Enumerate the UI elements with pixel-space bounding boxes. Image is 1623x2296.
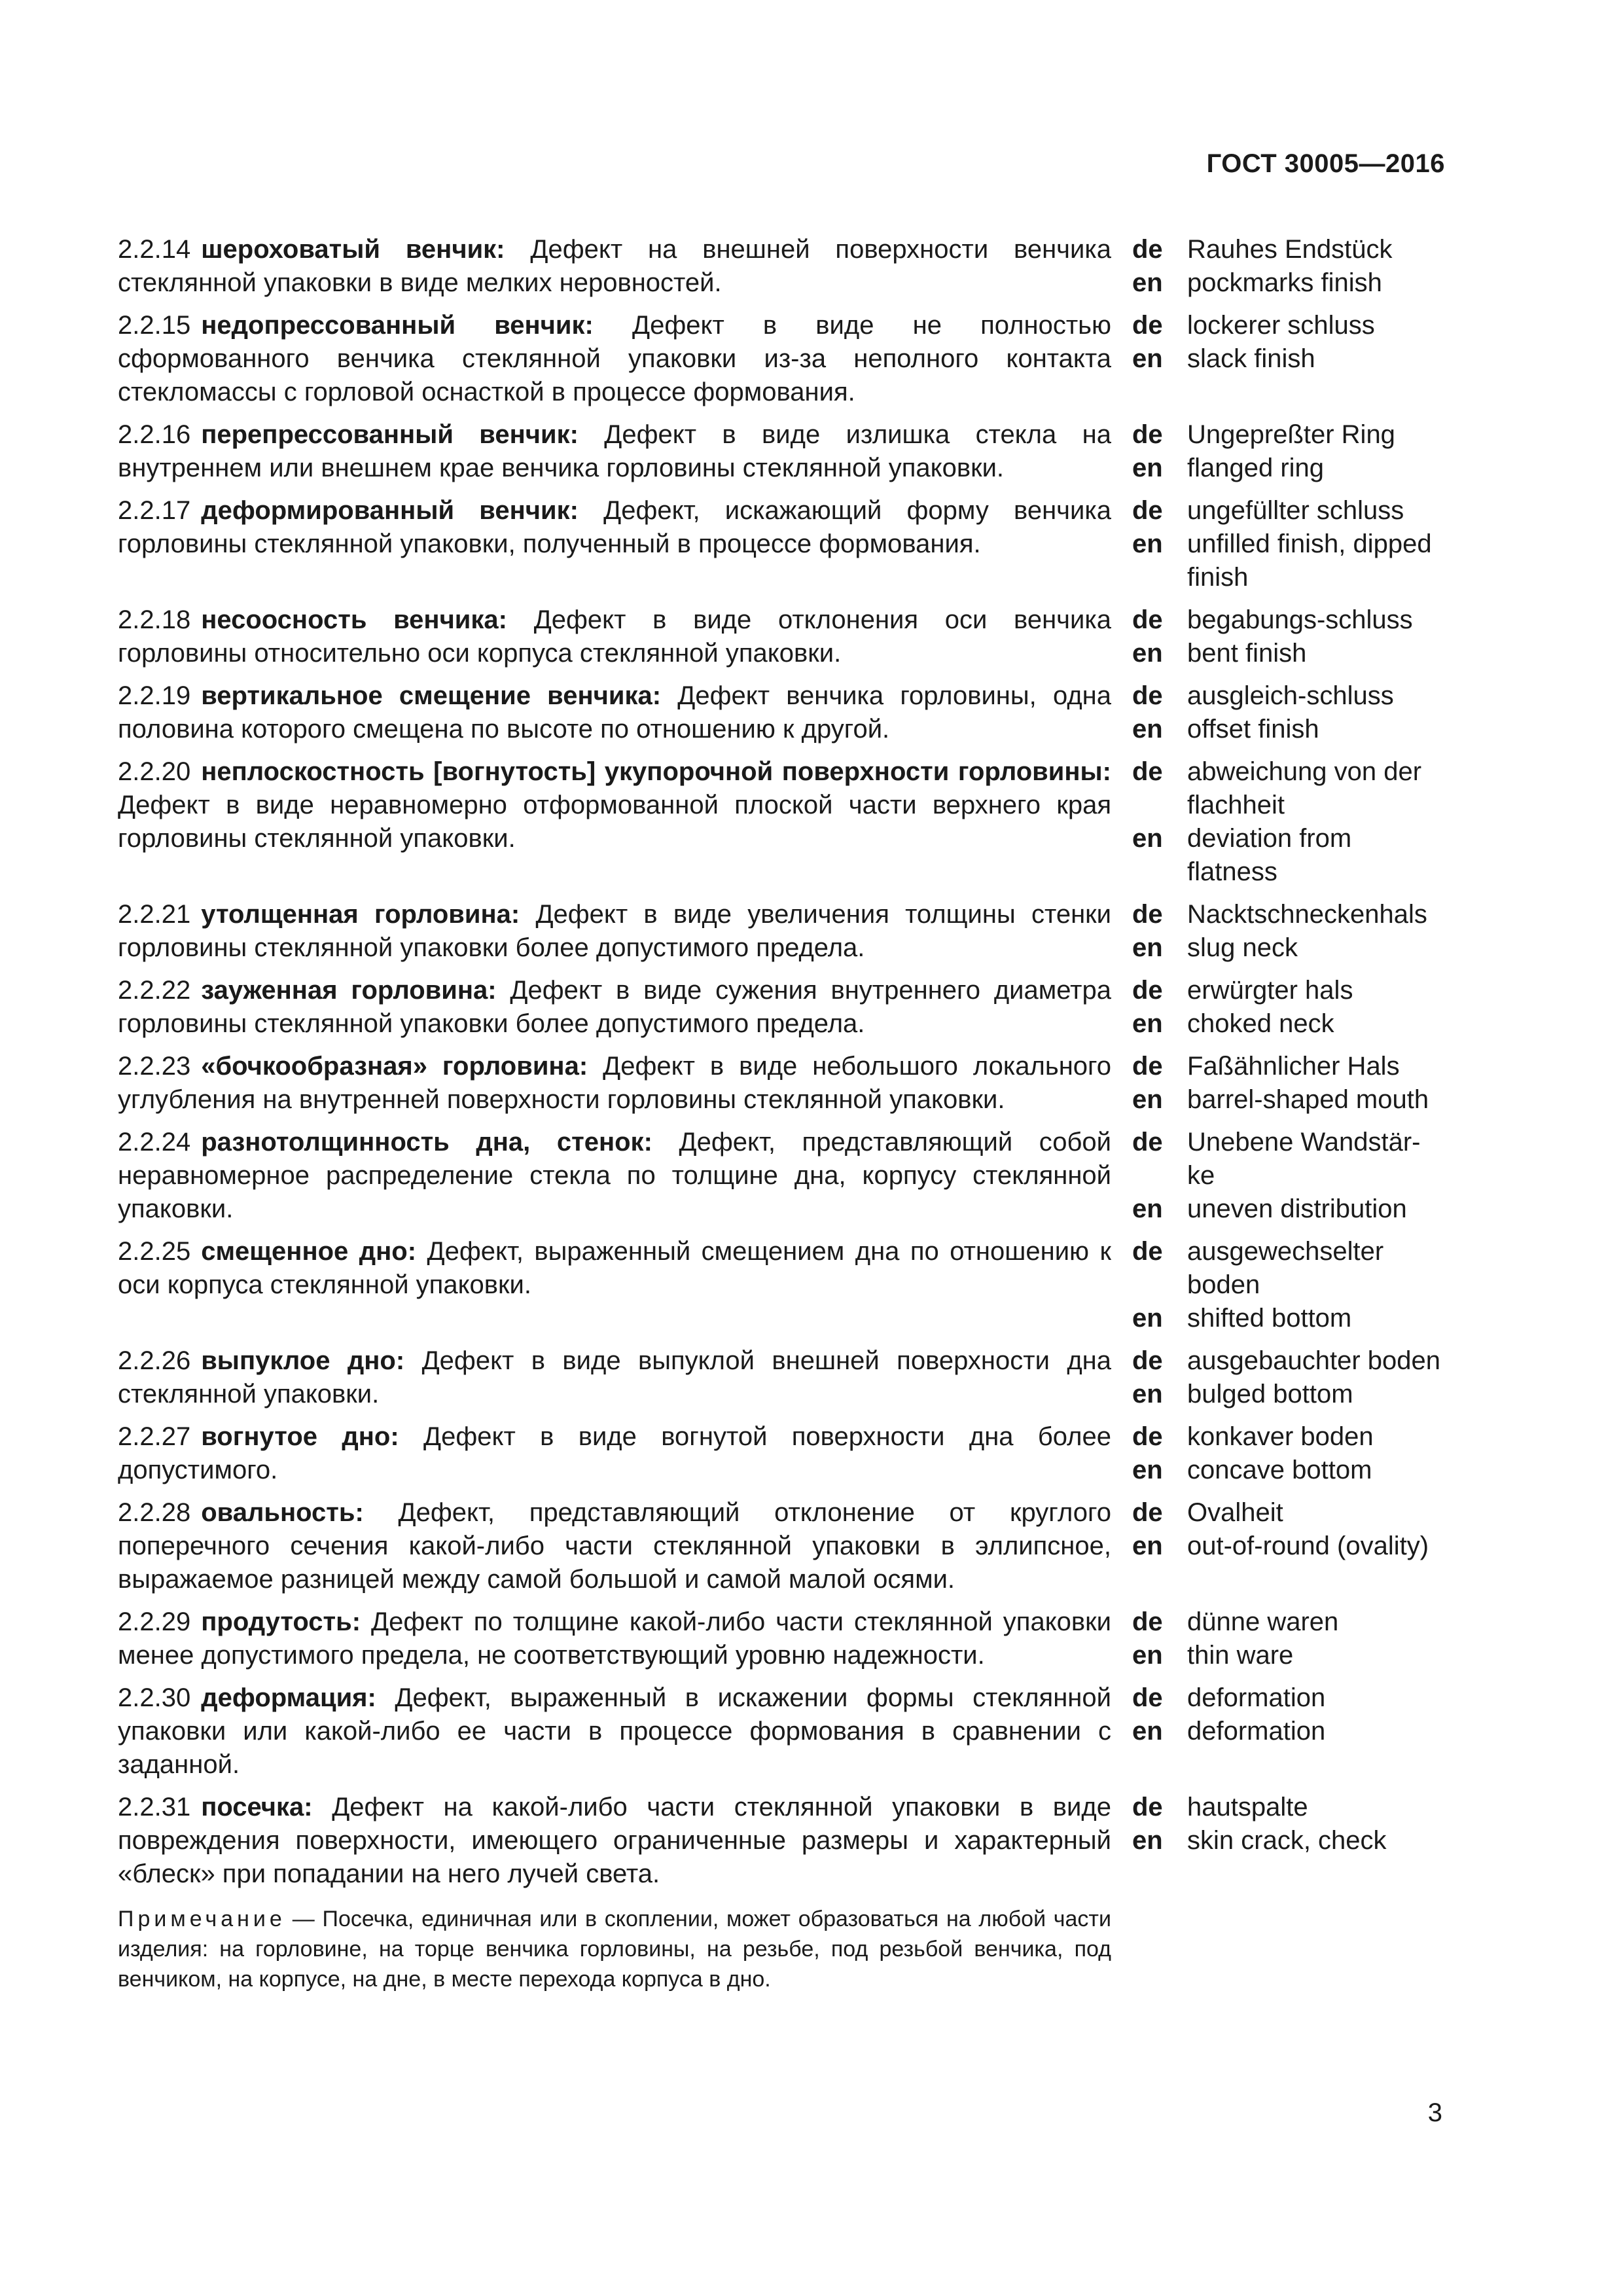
english-language-code: en xyxy=(1132,1085,1163,1114)
german-language-code: de xyxy=(1132,1128,1163,1157)
term-name: несоосность венчика: xyxy=(201,605,507,634)
german-language-code: de xyxy=(1132,235,1163,264)
term-name: смещенное дно: xyxy=(201,1237,417,1266)
german-equivalent: Rauhes Endstück xyxy=(1187,235,1393,264)
term-definition-block xyxy=(118,1235,1111,1302)
english-equivalent: uneven distribution xyxy=(1187,1194,1407,1223)
term-number: 2.2.24 xyxy=(118,1128,191,1157)
english-equivalent-row xyxy=(1132,1302,1445,1335)
german-equivalent-row xyxy=(1132,309,1445,342)
english-equivalent-row xyxy=(1132,637,1445,670)
english-equivalent-row xyxy=(1132,528,1445,594)
german-equivalent-row xyxy=(1132,974,1445,1007)
english-language-code: en xyxy=(1132,1826,1163,1855)
german-equivalent-row xyxy=(1132,1235,1445,1302)
german-equivalent-row xyxy=(1132,1126,1445,1193)
english-equivalent: skin crack, check xyxy=(1187,1826,1387,1855)
german-language-code: de xyxy=(1132,1498,1163,1527)
term-definition-block xyxy=(118,1681,1111,1782)
term-entry-2.2.24 xyxy=(118,1126,1445,1226)
german-language-code: de xyxy=(1132,496,1163,525)
english-equivalent: unfilled finish, dipped finish xyxy=(1187,529,1432,592)
english-language-code: en xyxy=(1132,824,1163,853)
foreign-equivalents xyxy=(1132,1126,1445,1226)
english-language-code: en xyxy=(1132,1194,1163,1223)
term-definition-block xyxy=(118,603,1111,670)
german-equivalent: abweichung von der flachheit xyxy=(1187,757,1422,819)
german-equivalent: Unebene Wandstär-ke xyxy=(1187,1128,1421,1190)
term-number: 2.2.27 xyxy=(118,1422,191,1451)
german-equivalent: Ovalheit xyxy=(1187,1498,1283,1527)
german-equivalent-row xyxy=(1132,898,1445,931)
term-entry-2.2.26 xyxy=(118,1344,1445,1411)
term-entry-2.2.25 xyxy=(118,1235,1445,1335)
english-equivalent-row xyxy=(1132,1378,1445,1411)
term-definition-block xyxy=(118,1126,1111,1226)
term-name: перепрессованный венчик: xyxy=(201,420,579,449)
document-id-header: ГОСТ 30005—2016 xyxy=(1206,149,1445,178)
page-number: 3 xyxy=(1427,2098,1442,2127)
term-entry-2.2.14 xyxy=(118,233,1445,300)
term-definition: Дефект, выраженный в искажении формы стеклянной упаковки или какой-либо ее части в процессе формования в сравнении с заданной. xyxy=(118,1683,1111,1779)
term-number: 2.2.17 xyxy=(118,496,191,525)
english-language-code: en xyxy=(1132,454,1163,482)
english-equivalent: choked neck xyxy=(1187,1009,1334,1038)
english-equivalent: offset finish xyxy=(1187,715,1319,744)
term-definition-block xyxy=(118,974,1111,1041)
german-equivalent: ausgewechselter boden xyxy=(1187,1237,1384,1299)
term-number: 2.2.23 xyxy=(118,1052,191,1081)
english-equivalent-row xyxy=(1132,342,1445,376)
german-equivalent: ungefüllter schluss xyxy=(1187,496,1404,525)
german-equivalent-row xyxy=(1132,1605,1445,1639)
english-equivalent: flanged ring xyxy=(1187,454,1325,482)
english-equivalent: slug neck xyxy=(1187,933,1298,962)
german-equivalent: Nacktschneckenhals xyxy=(1187,900,1427,929)
german-equivalent: lockerer schluss xyxy=(1187,311,1375,340)
term-definition: Дефект, представляющий отклонение от круглого поперечного сечения какой-либо части стеклянной упаковки в эллипсное, выражаемое разницей между самой большой и самой малой осями. xyxy=(118,1498,1111,1594)
english-equivalent-row xyxy=(1132,1193,1445,1226)
foreign-equivalents xyxy=(1132,898,1445,965)
german-language-code: de xyxy=(1132,1683,1163,1712)
english-language-code: en xyxy=(1132,268,1163,297)
english-equivalent-row xyxy=(1132,822,1445,889)
term-name: овальность: xyxy=(201,1498,364,1527)
german-equivalent-row xyxy=(1132,1681,1445,1715)
foreign-equivalents xyxy=(1132,1235,1445,1335)
german-equivalent-row xyxy=(1132,679,1445,713)
term-number: 2.2.26 xyxy=(118,1346,191,1375)
german-equivalent: hautspalte xyxy=(1187,1793,1308,1821)
term-name: разнотолщинность дна, стенок: xyxy=(201,1128,652,1157)
term-definition: Дефект в виде сужения внутреннего диаметра горловины стеклянной упаковки более допустимого предела. xyxy=(118,976,1111,1038)
term-definition: Дефект по толщине какой-либо части стеклянной упаковки менее допустимого предела, не соответствующий уровню надежности. xyxy=(118,1607,1111,1670)
english-language-code: en xyxy=(1132,1641,1163,1670)
german-language-code: de xyxy=(1132,900,1163,929)
english-language-code: en xyxy=(1132,1380,1163,1408)
term-number: 2.2.14 xyxy=(118,235,191,264)
german-equivalent: ausgleich-schluss xyxy=(1187,681,1394,710)
term-number: 2.2.30 xyxy=(118,1683,191,1712)
english-equivalent-row xyxy=(1132,1454,1445,1487)
german-language-code: de xyxy=(1132,1422,1163,1451)
term-entry-2.2.21 xyxy=(118,898,1445,965)
german-language-code: de xyxy=(1132,1052,1163,1081)
english-language-code: en xyxy=(1132,715,1163,744)
english-equivalent: out-of-round (ovality) xyxy=(1187,1532,1429,1560)
term-definition: Дефект, выраженный смещением дна по отношению к оси корпуса стеклянной упаковки. xyxy=(118,1237,1111,1299)
term-entry-2.2.27 xyxy=(118,1420,1445,1487)
english-equivalent-row xyxy=(1132,452,1445,485)
term-definition: Дефект на внешней поверхности венчика стеклянной упаковки в виде мелких неровностей. xyxy=(118,235,1111,297)
term-number: 2.2.25 xyxy=(118,1237,191,1266)
english-equivalent-row xyxy=(1132,1715,1445,1748)
term-number: 2.2.20 xyxy=(118,757,191,786)
foreign-equivalents xyxy=(1132,1496,1445,1563)
term-entry-2.2.19 xyxy=(118,679,1445,746)
german-equivalent-row xyxy=(1132,494,1445,528)
term-entry-2.2.31 xyxy=(118,1791,1445,1891)
german-language-code: de xyxy=(1132,976,1163,1005)
term-definition-block xyxy=(118,418,1111,485)
english-equivalent: pockmarks finish xyxy=(1187,268,1382,297)
english-language-code: en xyxy=(1132,1717,1163,1746)
term-number: 2.2.21 xyxy=(118,900,191,929)
english-equivalent-row xyxy=(1132,1083,1445,1117)
term-number: 2.2.19 xyxy=(118,681,191,710)
term-name: недопрессованный венчик: xyxy=(201,311,594,340)
term-definition-block xyxy=(118,494,1111,561)
term-entry-2.2.23 xyxy=(118,1050,1445,1117)
term-name: посечка: xyxy=(201,1793,313,1821)
term-definition: Дефект, искажающий форму венчика горловины стеклянной упаковки, полученный в процессе формования. xyxy=(118,496,1111,558)
term-definition: Дефект в виде неравномерно отформованной плоской части верхнего края горловины стеклянной упаковки. xyxy=(118,791,1111,853)
foreign-equivalents xyxy=(1132,1420,1445,1487)
term-number: 2.2.22 xyxy=(118,976,191,1005)
term-definition: Дефект венчика горловины, одна половина которого смещена по высоте по отношению к другой. xyxy=(118,681,1111,744)
english-language-code: en xyxy=(1132,1009,1163,1038)
german-language-code: de xyxy=(1132,605,1163,634)
term-name: вертикальное смещение венчика: xyxy=(201,681,662,710)
term-definition: Дефект в виде выпуклой внешней поверхности дна стеклянной упаковки. xyxy=(118,1346,1112,1408)
foreign-equivalents xyxy=(1132,1344,1445,1411)
german-equivalent-row xyxy=(1132,1420,1445,1454)
english-equivalent: bent finish xyxy=(1187,639,1307,668)
foreign-equivalents xyxy=(1132,1791,1445,1857)
term-entry-2.2.29 xyxy=(118,1605,1445,1672)
foreign-equivalents xyxy=(1132,603,1445,670)
foreign-equivalents xyxy=(1132,974,1445,1041)
term-definition: Дефект в виде излишка стекла на внутреннем или внешнем крае венчика горловины стеклянной упаковки. xyxy=(118,420,1111,482)
term-number: 2.2.31 xyxy=(118,1793,191,1821)
german-language-code: de xyxy=(1132,1607,1163,1636)
term-definition: Дефект в виде не полностью сформованного венчика стеклянной упаковки из-за неполного контакта стекломассы с горловой оснасткой в процессе формования. xyxy=(118,311,1111,406)
term-number: 2.2.16 xyxy=(118,420,191,449)
english-language-code: en xyxy=(1132,639,1163,668)
term-definition-block xyxy=(118,1791,1111,1891)
term-name: деформированный венчик: xyxy=(201,496,579,525)
term-definition-block xyxy=(118,309,1111,409)
english-language-code: en xyxy=(1132,933,1163,962)
english-equivalent-row xyxy=(1132,1639,1445,1672)
german-equivalent-row xyxy=(1132,418,1445,452)
term-name: неплоскостность [вогнутость] укупорочной поверхности горловины: xyxy=(201,757,1111,786)
german-equivalent-row xyxy=(1132,1791,1445,1824)
german-language-code: de xyxy=(1132,757,1163,786)
foreign-equivalents xyxy=(1132,1050,1445,1117)
term-definition-block xyxy=(118,1496,1111,1596)
terms-list xyxy=(118,233,1445,1994)
note-text: — Посечка, единичная или в скоплении, может образоваться на любой части изделия: на горловине, на торце венчика горловины, на резьбе, под резьбой венчика, под венчиком, на корпусе, на дне, в месте перехода корпуса в дно. xyxy=(118,1907,1111,1992)
english-equivalent-row xyxy=(1132,1824,1445,1857)
term-entry-2.2.15 xyxy=(118,309,1445,409)
english-equivalent: barrel-shaped mouth xyxy=(1187,1085,1429,1114)
german-language-code: de xyxy=(1132,311,1163,340)
foreign-equivalents xyxy=(1132,1605,1445,1672)
foreign-equivalents xyxy=(1132,494,1445,594)
term-name: вогнутое дно: xyxy=(201,1422,399,1451)
term-number: 2.2.29 xyxy=(118,1607,191,1636)
term-entry-2.2.28 xyxy=(118,1496,1445,1596)
foreign-equivalents xyxy=(1132,418,1445,485)
term-number: 2.2.18 xyxy=(118,605,191,634)
term-entry-2.2.20 xyxy=(118,755,1445,889)
term-name: «бочкообразная» горловина: xyxy=(201,1052,588,1081)
english-equivalent: shifted bottom xyxy=(1187,1304,1352,1333)
term-definition: Дефект в виде небольшого локального углубления на внутренней поверхности горловины стеклянной упаковки. xyxy=(118,1052,1112,1114)
term-definition-block xyxy=(118,1605,1111,1672)
english-equivalent: concave bottom xyxy=(1187,1456,1372,1484)
term-name: утолщенная горловина: xyxy=(201,900,520,929)
german-language-code: de xyxy=(1132,1237,1163,1266)
english-equivalent: thin ware xyxy=(1187,1641,1294,1670)
foreign-equivalents xyxy=(1132,1681,1445,1748)
term-entry-2.2.22 xyxy=(118,974,1445,1041)
term-name: выпуклое дно: xyxy=(201,1346,405,1375)
german-equivalent: erwürgter hals xyxy=(1187,976,1353,1005)
german-equivalent-row xyxy=(1132,603,1445,637)
english-equivalent-row xyxy=(1132,1007,1445,1041)
english-equivalent-row xyxy=(1132,1530,1445,1563)
term-definition: Дефект на какой-либо части стеклянной упаковки в виде повреждения поверхности, имеющего ограниченные размеры и характерный «блеск» при попадании на него лучей света. xyxy=(118,1793,1111,1888)
foreign-equivalents xyxy=(1132,309,1445,376)
german-equivalent: ausgebauchter boden xyxy=(1187,1346,1440,1375)
german-language-code: de xyxy=(1132,1346,1163,1375)
german-equivalent: deformation xyxy=(1187,1683,1326,1712)
english-equivalent: deformation xyxy=(1187,1717,1326,1746)
english-equivalent-row xyxy=(1132,266,1445,300)
term-name: шероховатый венчик: xyxy=(201,235,505,264)
foreign-equivalents xyxy=(1132,755,1445,889)
german-equivalent: Ungepreßter Ring xyxy=(1187,420,1395,449)
german-equivalent-row xyxy=(1132,1050,1445,1083)
term-name: продутость: xyxy=(201,1607,361,1636)
english-equivalent: deviation from flatness xyxy=(1187,824,1352,886)
german-equivalent: konkaver boden xyxy=(1187,1422,1374,1451)
english-language-code: en xyxy=(1132,344,1163,373)
english-equivalent-row xyxy=(1132,931,1445,965)
term-entry-2.2.17 xyxy=(118,494,1445,594)
english-language-code: en xyxy=(1132,1532,1163,1560)
note-paragraph xyxy=(118,1904,1111,1994)
term-entry-2.2.18 xyxy=(118,603,1445,670)
term-definition: Дефект в виде увеличения толщины стенки горловины стеклянной упаковки более допустимого предела. xyxy=(118,900,1112,962)
german-equivalent-row xyxy=(1132,755,1445,822)
german-equivalent: Faßähnlicher Hals xyxy=(1187,1052,1400,1081)
english-language-code: en xyxy=(1132,1304,1163,1333)
german-equivalent-row xyxy=(1132,1344,1445,1378)
term-definition-block xyxy=(118,898,1111,965)
english-language-code: en xyxy=(1132,529,1163,558)
note-label: Примечание xyxy=(118,1907,286,1931)
english-equivalent: slack finish xyxy=(1187,344,1315,373)
term-entry-2.2.30 xyxy=(118,1681,1445,1782)
term-name: деформация: xyxy=(201,1683,376,1712)
term-number: 2.2.28 xyxy=(118,1498,191,1527)
german-language-code: de xyxy=(1132,681,1163,710)
english-equivalent: bulged bottom xyxy=(1187,1380,1353,1408)
term-definition-block xyxy=(118,233,1111,300)
german-equivalent-row xyxy=(1132,233,1445,266)
term-definition: Дефект в виде вогнутой поверхности дна более допустимого. xyxy=(118,1422,1111,1484)
term-definition: Дефект в виде отклонения оси венчика горловины относительно оси корпуса стеклянной упаковки. xyxy=(118,605,1111,668)
term-definition-block xyxy=(118,755,1111,855)
term-definition-block xyxy=(118,1420,1111,1487)
term-definition-block xyxy=(118,1050,1111,1117)
term-definition: Дефект, представляющий собой неравномерное распределение стекла по толщине дна, корпусу стеклянной упаковки. xyxy=(118,1128,1111,1223)
english-language-code: en xyxy=(1132,1456,1163,1484)
english-equivalent-row xyxy=(1132,713,1445,746)
term-number: 2.2.15 xyxy=(118,311,191,340)
term-definition-block xyxy=(118,1344,1111,1411)
foreign-equivalents xyxy=(1132,679,1445,746)
term-definition-block xyxy=(118,679,1111,746)
german-equivalent-row xyxy=(1132,1496,1445,1530)
term-entry-2.2.16 xyxy=(118,418,1445,485)
german-language-code: de xyxy=(1132,420,1163,449)
german-language-code: de xyxy=(1132,1793,1163,1821)
foreign-equivalents xyxy=(1132,233,1445,300)
german-equivalent: begabungs-schluss xyxy=(1187,605,1413,634)
term-name: зауженная горловина: xyxy=(201,976,497,1005)
german-equivalent: dünne waren xyxy=(1187,1607,1339,1636)
